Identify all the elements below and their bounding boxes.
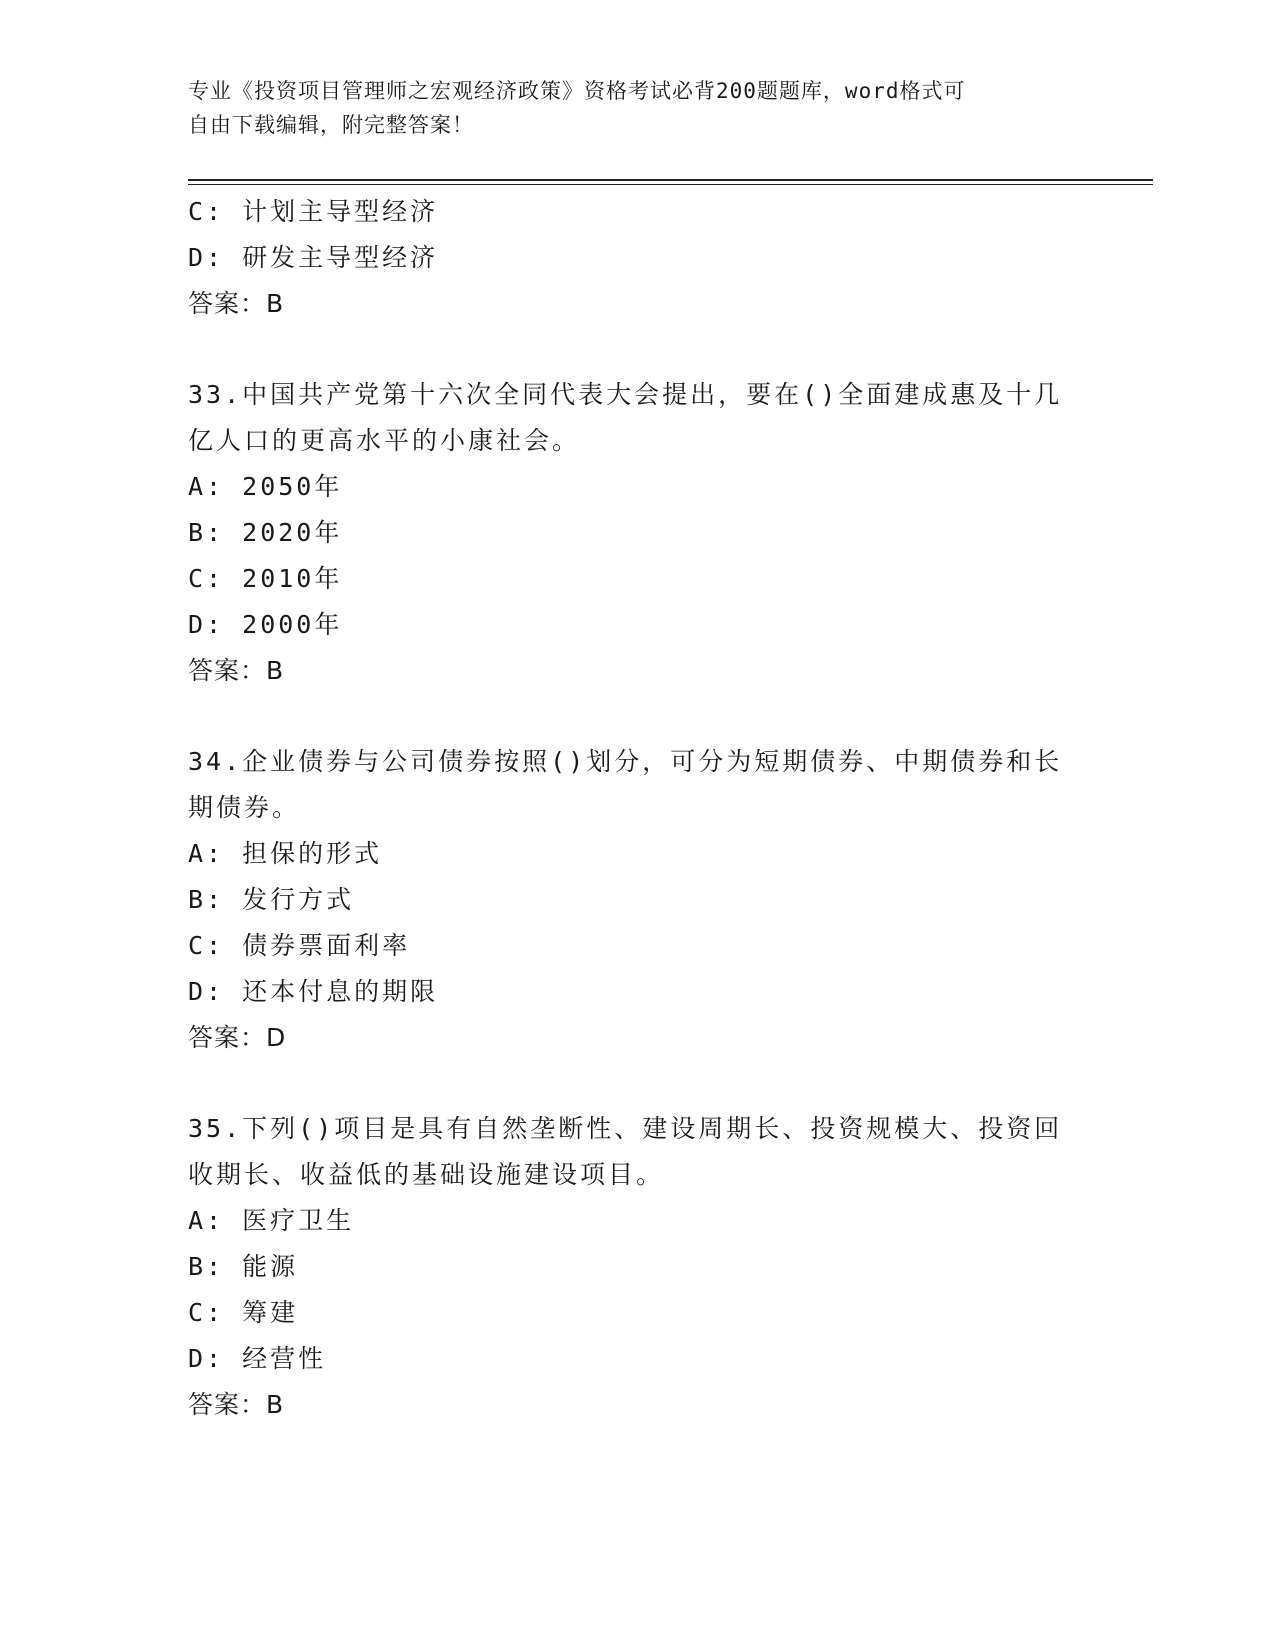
header-rule-thick: [188, 179, 1153, 181]
question-stem: 35.下列()项目是具有自然垄断性、建设周期长、投资规模大、投资回: [188, 1114, 1063, 1143]
page-header: [188, 74, 1088, 142]
option-b: B: 发行方式: [188, 885, 355, 914]
option-a: A: 2050年: [188, 472, 343, 501]
option-b: B: 2020年: [188, 518, 343, 547]
option-a: A: 担保的形式: [188, 839, 383, 868]
question-stem: 33.中国共产党第十六次全同代表大会提出，要在()全面建成惠及十几: [188, 380, 1063, 409]
question-35: [188, 1106, 1088, 1428]
question-33: [188, 372, 1088, 694]
option-c: C: 筹建: [188, 1298, 299, 1327]
question-stem-continued: 亿人口的更高水平的小康社会。: [188, 426, 581, 455]
question-32-continued: [188, 189, 1088, 327]
question-stem-continued: 收期长、收益低的基础设施建设项目。: [188, 1160, 665, 1189]
answer-line: 答案：B: [188, 1390, 285, 1419]
question-stem: 34.企业债券与公司债券按照()划分，可分为短期债券、中期债券和长: [188, 747, 1063, 776]
option-b: B: 能源: [188, 1252, 299, 1281]
question-34: [188, 739, 1088, 1061]
option-a: A: 医疗卫生: [188, 1206, 355, 1235]
option-d: D: 经营性: [188, 1344, 327, 1373]
answer-line: 答案：D: [188, 1023, 287, 1052]
header-line-1: 专业《投资项目管理师之宏观经济政策》资格考试必背200题题库，word格式可: [188, 79, 966, 103]
question-stem-continued: 期债券。: [188, 793, 301, 822]
option-d: D: 2000年: [188, 610, 343, 639]
option-d: D: 还本付息的期限: [188, 977, 439, 1006]
option-d: D: 研发主导型经济: [188, 243, 439, 272]
header-line-2: 自由下载编辑，附完整答案！: [188, 113, 474, 137]
answer-line: 答案：B: [188, 289, 285, 318]
header-rule-thin: [188, 184, 1153, 185]
answer-line: 答案：B: [188, 656, 285, 685]
option-c: C: 债券票面利率: [188, 931, 411, 960]
option-c: C: 计划主导型经济: [188, 197, 439, 226]
option-c: C: 2010年: [188, 564, 343, 593]
question-list: [188, 189, 1088, 1428]
